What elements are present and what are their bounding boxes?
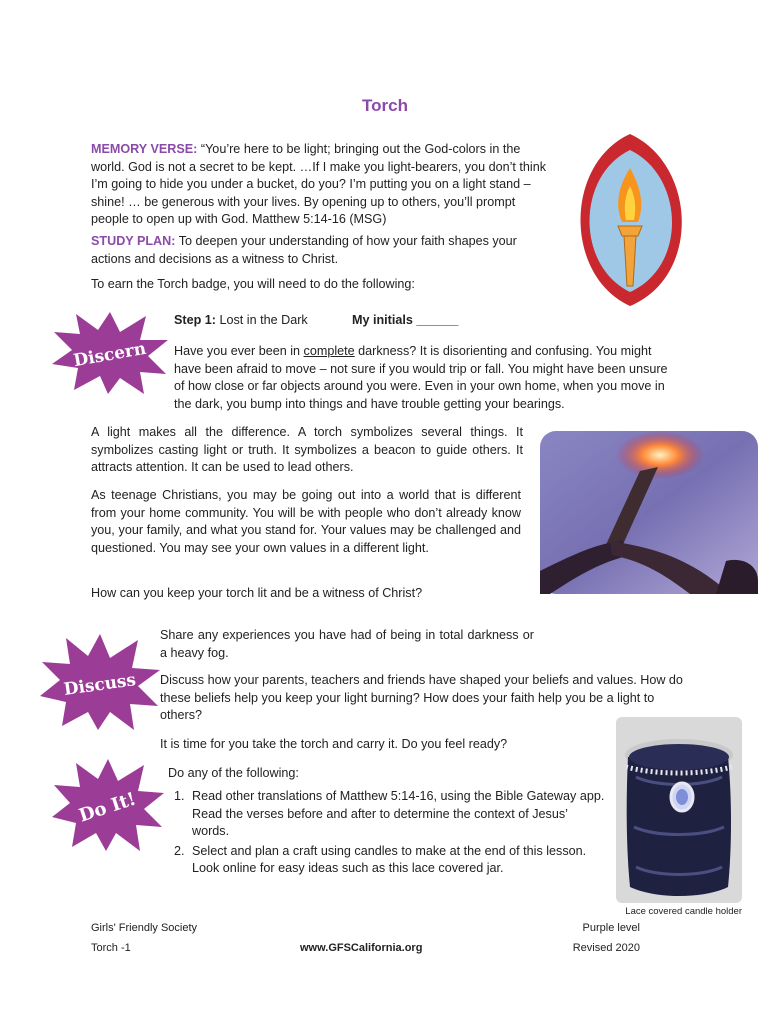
discern-text-a: Have you ever been in: [174, 344, 304, 358]
doit-badge: [50, 757, 166, 853]
initials-field: My initials ______: [352, 313, 459, 327]
ready-text: It is time for you take the torch and carry it. Do you feel ready?: [160, 737, 508, 751]
memory-verse: [91, 141, 546, 229]
doit-item: 1. Read other translations of Matthew 5:14-16, using the Bible Gateway app. Read the verses before and after to determine the context of Jesus’ words.: [188, 788, 608, 841]
step-1-title: Lost in the Dark: [219, 313, 308, 327]
torch-emblem-icon: [546, 130, 714, 310]
light-paragraph: A light makes all the difference. A torch symbolizes several things. It symbolizes casting light or truth. It symbolizes a beacon to guide others. It attracts attention. It can be used to lead others.: [91, 425, 523, 475]
lace-jar-photo: [616, 717, 742, 903]
discern-paragraph: [91, 343, 681, 413]
discuss-badge: [38, 632, 162, 732]
earn-text: To earn the Torch badge, you will need to do the following:: [91, 277, 415, 291]
doit-list: [168, 788, 608, 878]
discuss-beliefs: Discuss how your parents, teachers and friends have shaped your beliefs and values. How do these beliefs help you keep your light burning? How does your faith help you be a light to others?: [160, 673, 683, 723]
discuss-label: Discuss: [62, 670, 138, 700]
memory-verse-text: “You’re here to be light; bringing out the God-colors in the world. God is not a secret to be kept. …If I make you light-bearers, you don’t think I’m going to hide you under a bucket, do you? I’m putting you on a light stand – shine! … be generous with your lives. By opening up to others, you’ll prompt people to open up with God. Matthew 5:14-16 (MSG): [91, 142, 546, 227]
step-1-heading: [174, 312, 308, 330]
footer-page: Torch -1: [91, 942, 131, 954]
doit-intro: Do any of the following:: [168, 766, 299, 780]
study-plan-text: To deepen your understanding of how your faith shapes your actions and decisions as a witness to Christ.: [91, 234, 517, 266]
discern-text-underlined: complete: [303, 344, 355, 358]
doit-label: Do It!: [76, 788, 139, 827]
indent-spacer: [91, 343, 174, 396]
teen-paragraph: As teenage Christians, you may be going out into a world that is different from your home community. You will be with people who don’t already know you, your family, and what you stand for. Your values may be challenged and questioned. You may see your own values in a different light.: [91, 488, 521, 555]
question-text: How can you keep your torch lit and be a witness of Christ?: [91, 586, 423, 600]
step-1-label: Step 1:: [174, 313, 216, 327]
memory-verse-label: MEMORY VERSE:: [91, 142, 198, 156]
footer-revised: Revised 2020: [572, 942, 640, 954]
doit-item: 2. Select and plan a craft using candles to make at the end of this lesson. Look online for easy ideas such as this lace covered jar.: [188, 843, 608, 878]
torch-photo: [540, 431, 758, 594]
study-plan-label: STUDY PLAN:: [91, 234, 176, 248]
footer-url[interactable]: www.GFSCalifornia.org: [300, 942, 423, 954]
page-title: Torch: [362, 96, 408, 115]
study-plan: [91, 233, 541, 268]
discern-label: Discern: [72, 338, 148, 372]
discuss-share: Share any experiences you have had of being in total darkness or a heavy fog.: [160, 628, 534, 660]
photo-caption: Lace covered candle holder: [625, 906, 742, 917]
footer-level: Purple level: [582, 922, 640, 934]
footer-org: Girls' Friendly Society: [91, 922, 198, 934]
discern-text-b: darkness? It is disorienting and confusing. You might have been afraid to move – not sure if you would trip or fall. You might have been unsure of how close or far objects around you were. Even in your own home, when you move in the dark, you bump into things and have trouble getting your bearings.: [174, 344, 668, 411]
